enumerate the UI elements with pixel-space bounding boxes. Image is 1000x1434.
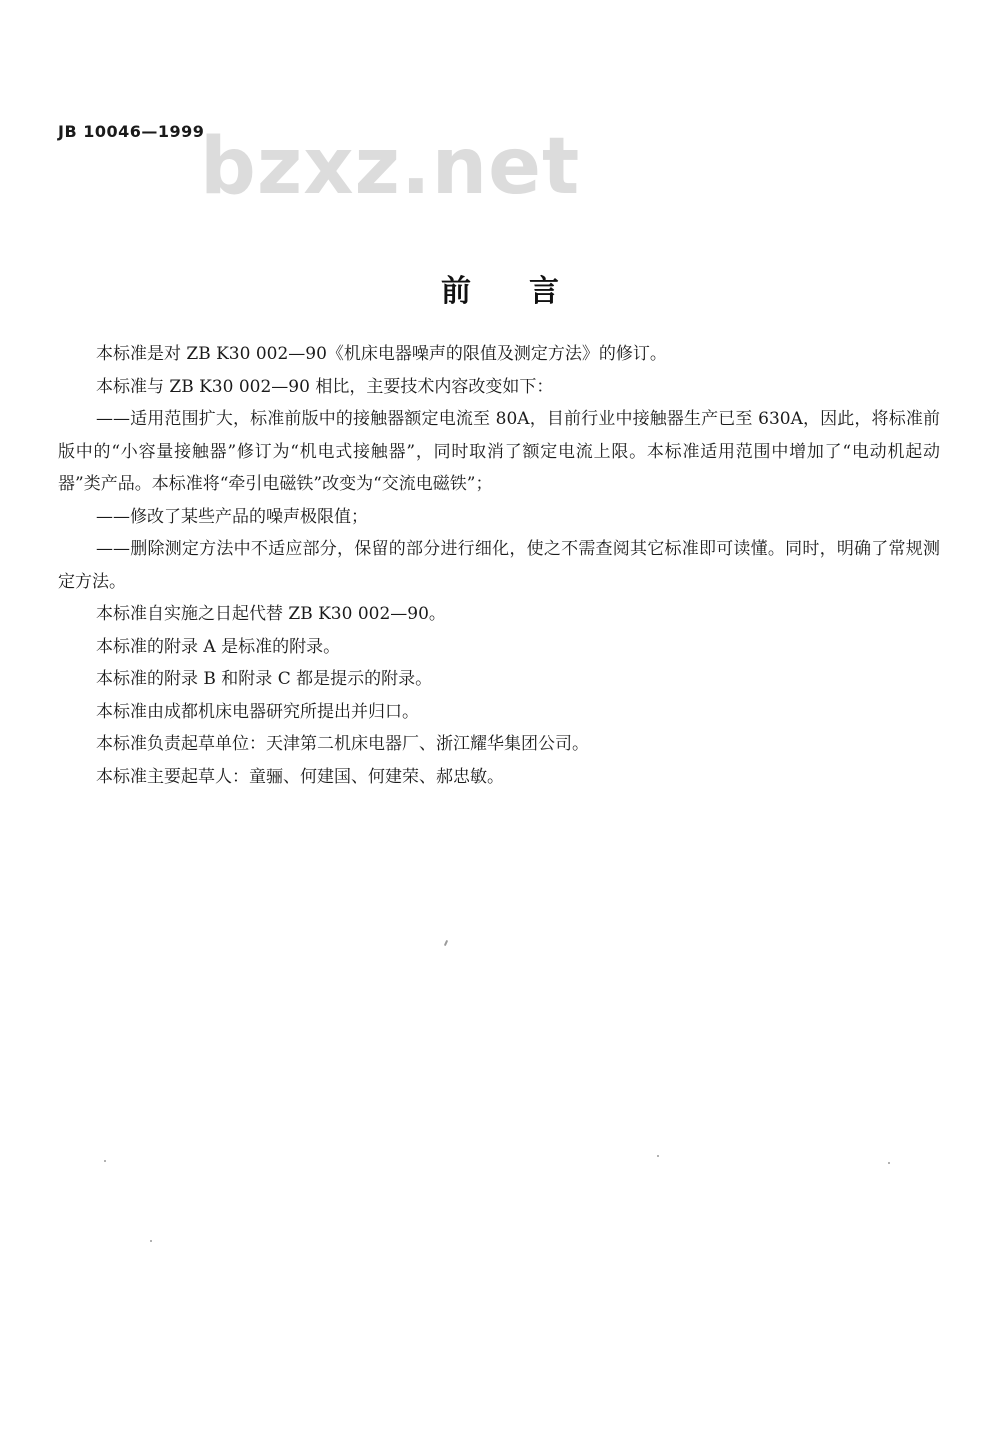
paragraph: 本标准主要起草人：童骊、何建国、何建荣、郝忠敏。 (96, 766, 504, 787)
scan-speck (104, 1160, 106, 1162)
paragraph: ——删除测定方法中不适应部分，保留的部分进行细化，使之不需查阅其它标准即可读懂。同时，明确了常规测定方法。 (58, 539, 940, 592)
paragraph: 本标准与 ZB K30 002—90 相比，主要技术内容改变如下： (96, 376, 554, 397)
paragraph: ——修改了某些产品的噪声极限值； (96, 506, 368, 527)
scan-speck (657, 1155, 659, 1157)
scan-speck (444, 940, 448, 946)
paragraph: 本标准负责起草单位：天津第二机床电器厂、浙江耀华集团公司。 (96, 734, 589, 754)
paragraph: ——适用范围扩大，标准前版中的接触器额定电流至 80A，目前行业中接触器生产已至 630A，因此，将标准前版中的“小容量接触器”修订为“机电式接触器”，同时取消了额定电流上限。本标准适用范围中增加了“电动机起动器”类产品。本标准将“牵引电磁铁”改变为“交流电磁铁”； (58, 409, 940, 494)
foreword-body (58, 338, 940, 793)
paragraph: 本标准是对 ZB K30 002—90《机床电器噪声的限值及测定方法》的修订。 (96, 344, 667, 364)
scan-speck (888, 1162, 890, 1164)
paragraph: 本标准自实施之日起代替 ZB K30 002—90。 (96, 604, 446, 624)
standard-number: JB 10046—1999 (58, 122, 205, 141)
watermark: bzxz.net (200, 122, 581, 212)
page-title: 前言 (441, 274, 617, 309)
paragraph: 本标准的附录 B 和附录 C 都是提示的附录。 (96, 669, 433, 689)
paragraph: 本标准的附录 A 是标准的附录。 (96, 636, 341, 657)
paragraph: 本标准由成都机床电器研究所提出并归口。 (96, 701, 419, 722)
scan-speck (150, 1240, 152, 1242)
